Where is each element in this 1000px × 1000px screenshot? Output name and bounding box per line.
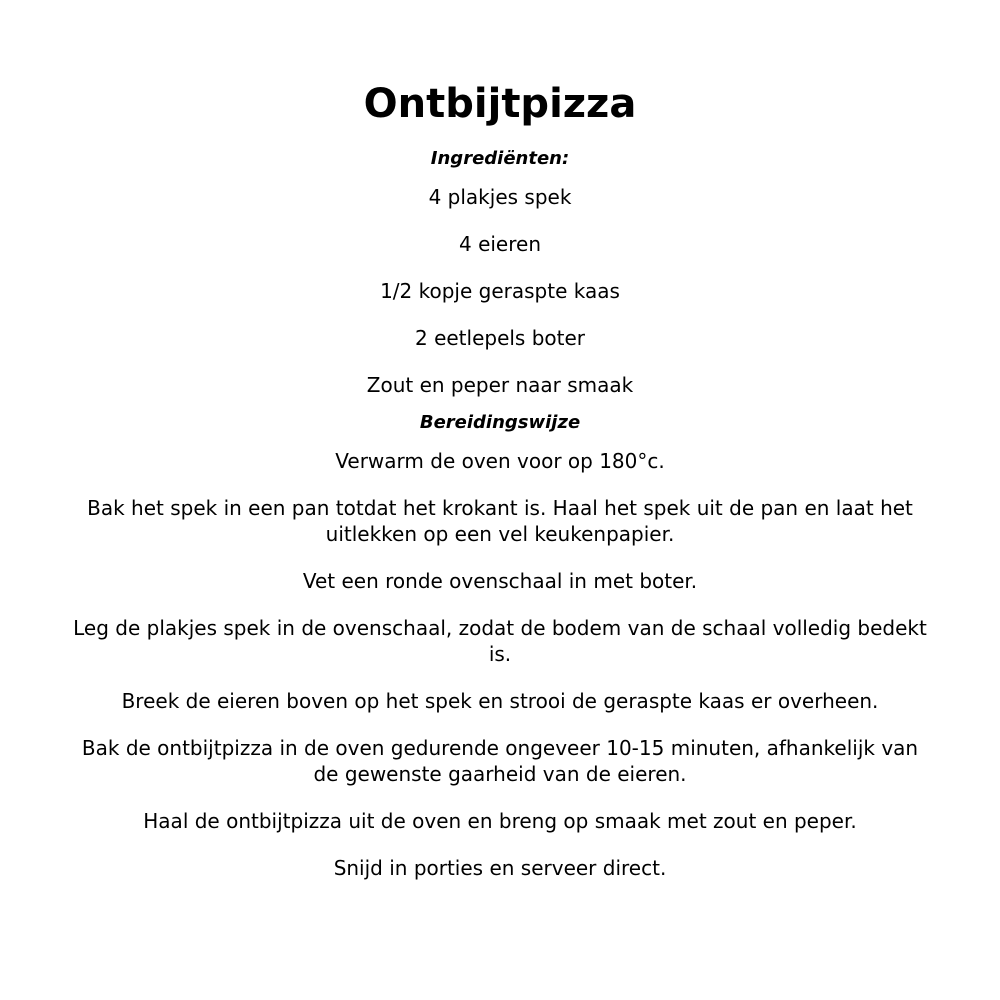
ingredients-list xyxy=(0,184,1000,398)
ingredient-item: Zout en peper naar smaak xyxy=(366,373,634,397)
step-item: Haal de ontbijtpizza uit de oven en breng op smaak met zout en peper. xyxy=(143,809,857,833)
step-item: Verwarm de oven voor op 180°c. xyxy=(335,449,665,473)
ingredients-heading: Ingrediënten: xyxy=(430,148,570,169)
steps-list xyxy=(0,448,1000,881)
ingredient-item: 2 eetlepels boter xyxy=(414,326,586,350)
step-item: Leg de plakjes spek in de ovenschaal, zodat de bodem van de schaal volledig bedekt is. xyxy=(73,616,927,666)
ingredient-item: 4 eieren xyxy=(458,232,541,256)
step-item: Vet een ronde ovenschaal in met boter. xyxy=(302,569,698,593)
ingredient-item: 4 plakjes spek xyxy=(428,185,572,209)
step-item: Snijd in porties en serveer direct. xyxy=(333,856,667,880)
step-item: Breek de eieren boven op het spek en strooi de geraspte kaas er overheen. xyxy=(121,689,879,713)
step-item: Bak het spek in een pan totdat het krokant is. Haal het spek uit de pan en laat het uitlekken op een vel keukenpapier. xyxy=(87,496,913,546)
page-title: Ontbijtpizza xyxy=(363,81,637,127)
ingredient-item: 1/2 kopje geraspte kaas xyxy=(380,279,620,303)
steps-heading: Bereidingswijze xyxy=(419,412,581,433)
step-item: Bak de ontbijtpizza in de oven gedurende ongeveer 10-15 minuten, afhankelijk van de gewenste gaarheid van de eieren. xyxy=(81,736,919,786)
